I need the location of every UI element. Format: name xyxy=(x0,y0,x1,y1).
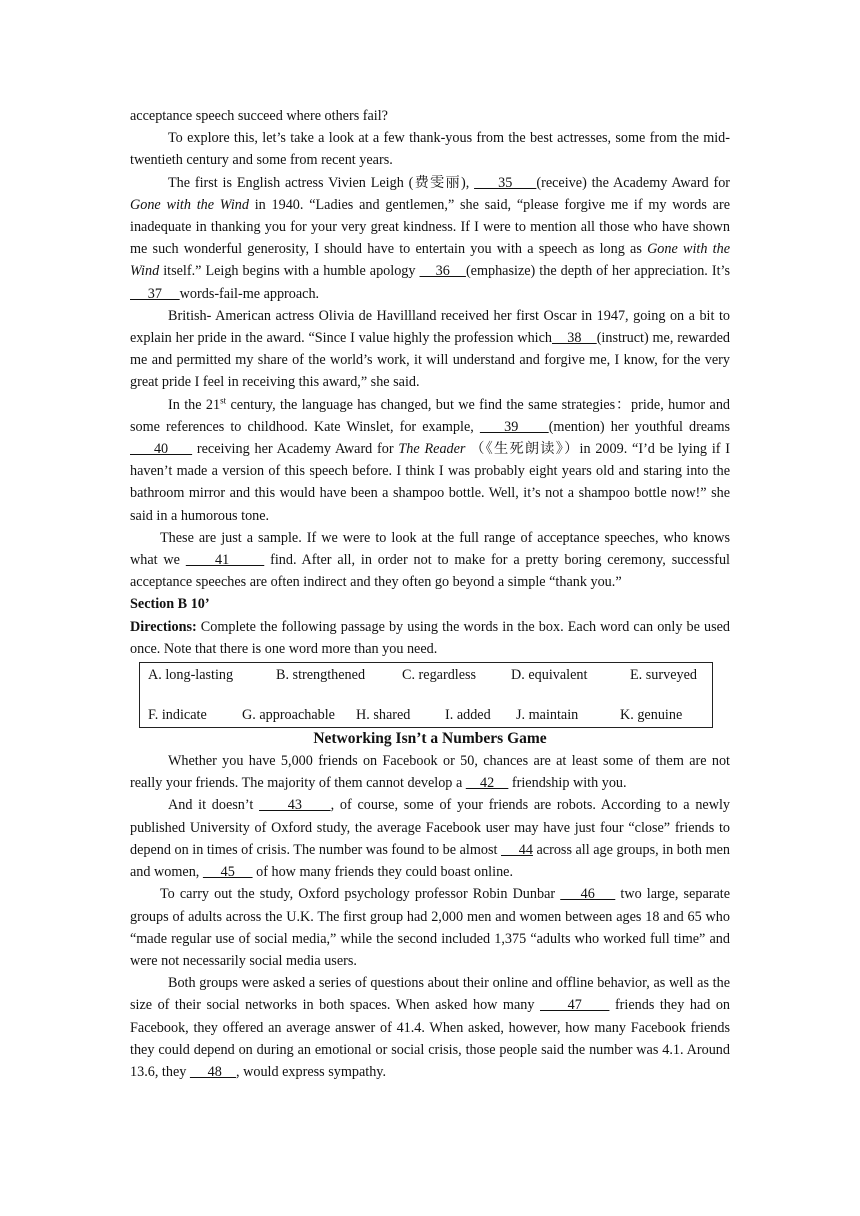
directions-label: Directions: xyxy=(130,618,197,635)
blank-46[interactable]: 46 xyxy=(560,886,616,903)
title-italic: Gone with the Wind xyxy=(130,196,249,213)
text: British- American actress Olivia de Havillland received her first Oscar in 1947, going on a bit to explain her pride in the award. “Since I value highly the profession which xyxy=(130,307,730,347)
text: Both groups were asked a series of questions about their online and offline behavior, as well as the size of their social networks in both spaces. When asked how many xyxy=(130,975,730,1014)
text: of how many friends they could boast online. xyxy=(252,864,514,881)
text: The first is English actress Vivien Leigh (费雯丽), xyxy=(168,174,475,191)
directions xyxy=(130,616,730,660)
blank-42[interactable]: 42 xyxy=(465,775,509,792)
text: And it doesn’t xyxy=(168,797,260,814)
paragraph xyxy=(130,172,730,305)
option-d: D. equivalent xyxy=(511,667,588,684)
text: (mention) her youthful dreams xyxy=(548,418,731,435)
option-b: B. strengthened xyxy=(276,667,366,684)
option-h: H. shared xyxy=(356,707,411,724)
option-f: F. indicate xyxy=(148,707,207,724)
blank-37[interactable]: 37 xyxy=(130,285,180,302)
text: friends they had on Facebook, they offered an average answer of 41.4. When asked, however, how many Facebook friends they could depend on during an emotional or social crisis, those people said the number was 4.1. Around 13.6, they xyxy=(130,997,731,1080)
text: To carry out the study, Oxford psychology professor Robin Dunbar xyxy=(160,886,561,903)
text: In the 21 xyxy=(168,396,221,413)
paragraph xyxy=(130,527,730,594)
option-g: G. approachable xyxy=(242,707,335,724)
text: (instruct) me, rewarded me and permitted my share of the world’s work, it will understand and forgive me, I know, for the very great pride I feel in receiving this award,” she said. xyxy=(130,330,730,391)
text: , would express sympathy. xyxy=(236,1063,387,1080)
blank-47[interactable]: 47 xyxy=(539,997,610,1014)
document-page xyxy=(130,105,730,1083)
blank-40[interactable]: 40 xyxy=(130,441,193,458)
option-e: E. surveyed xyxy=(630,667,697,684)
passage-title: Networking Isn’t a Numbers Game xyxy=(313,730,547,748)
option-i: I. added xyxy=(445,707,491,724)
superscript: st xyxy=(220,394,227,405)
option-j: J. maintain xyxy=(516,707,579,724)
text: （《生死朗读》）in 2009. “I’d be lying if I haven’t made a version of this speech before. I think I was probably eight years old and staring into the bathroom mirror and this would have been a shampoo bottle. Well, it’s not a shampoo bottle now!” she said in a humorous tone. xyxy=(130,441,730,524)
blank-44[interactable]: 44 xyxy=(501,841,533,858)
word-box xyxy=(139,662,713,728)
blank-38[interactable]: 38 xyxy=(552,330,597,347)
directions-text: Complete the following passage by using the words in the box. Each word can only be used once. Note that there is one word more than you need. xyxy=(130,618,730,657)
paragraph xyxy=(130,305,730,394)
blank-36[interactable]: 36 xyxy=(419,263,466,280)
paragraph xyxy=(130,394,730,527)
text: (emphasize) the depth of her appreciation. It’s xyxy=(465,263,730,280)
paragraph xyxy=(130,750,730,794)
paragraph: To explore this, let’s take a look at a few thank-yous from the best actresses, some from the mid-twentieth century and some from recent years. xyxy=(130,130,730,169)
text: friendship with you. xyxy=(508,775,627,792)
text: Whether you have 5,000 friends on Facebook or 50, chances are at least some of them are not really your friends. The majority of them cannot develop a xyxy=(130,753,730,792)
blank-35[interactable]: 35 xyxy=(474,174,537,191)
text: two large, separate groups of adults across the U.K. The first group had 2,000 men and women between ages 18 and 65 who “made regular use of social media,” while the second included 1,375 “adults who worked full time” and were not necessarily social media users. xyxy=(130,886,730,969)
blank-48[interactable]: 48 xyxy=(189,1063,237,1080)
text: , of course, some of your friends are robots. According to a newly published University of Oxford study, the average Facebook user may have just four “close” friends to depend on in times of crisis. The number was found to be almost xyxy=(130,797,731,858)
text: find. After all, in order not to make for a pretty boring ceremony, successful acceptance speeches are often indirect and they often go beyond a simple “thank you.” xyxy=(130,552,730,591)
paragraph xyxy=(130,972,730,1083)
blank-45[interactable]: 45 xyxy=(202,864,253,881)
text: receiving her Academy Award for xyxy=(192,441,399,458)
text: These are just a sample. If we were to look at the full range of acceptance speeches, who knows what we xyxy=(130,529,730,569)
paragraph xyxy=(130,794,730,883)
text: itself.” Leigh begins with a humble apology xyxy=(159,263,420,280)
blank-39[interactable]: 39 xyxy=(479,418,549,435)
text: century, the language has changed, but we find the same strategies：pride, humor and some references to childhood. Kate Winslet, for example, xyxy=(130,396,731,435)
title-italic: The Reader xyxy=(398,441,466,458)
option-a: A. long-lasting xyxy=(148,667,234,684)
section-heading: Section B 10’ xyxy=(130,596,210,613)
blank-41[interactable]: 41 xyxy=(185,552,265,569)
paragraph: acceptance speech succeed where others fail? xyxy=(130,108,388,124)
text: words-fail-me approach. xyxy=(179,285,320,302)
option-k: K. genuine xyxy=(620,707,683,724)
text: across all age groups, in both men and women, xyxy=(130,841,730,881)
text: (receive) the Academy Award for xyxy=(536,174,731,191)
text: in 1940. “Ladies and gentlemen,” she said, “please forgive me if my words are inadequate in thanking you for your very great kindness. If I were to mention all those who have shown me such wonderful generosity, I should have to entertain you with a speech as long as xyxy=(130,196,730,258)
paragraph xyxy=(130,883,730,972)
option-c: C. regardless xyxy=(402,667,477,684)
title-italic: Gone with the Wind xyxy=(130,241,730,280)
blank-43[interactable]: 43 xyxy=(259,797,331,814)
